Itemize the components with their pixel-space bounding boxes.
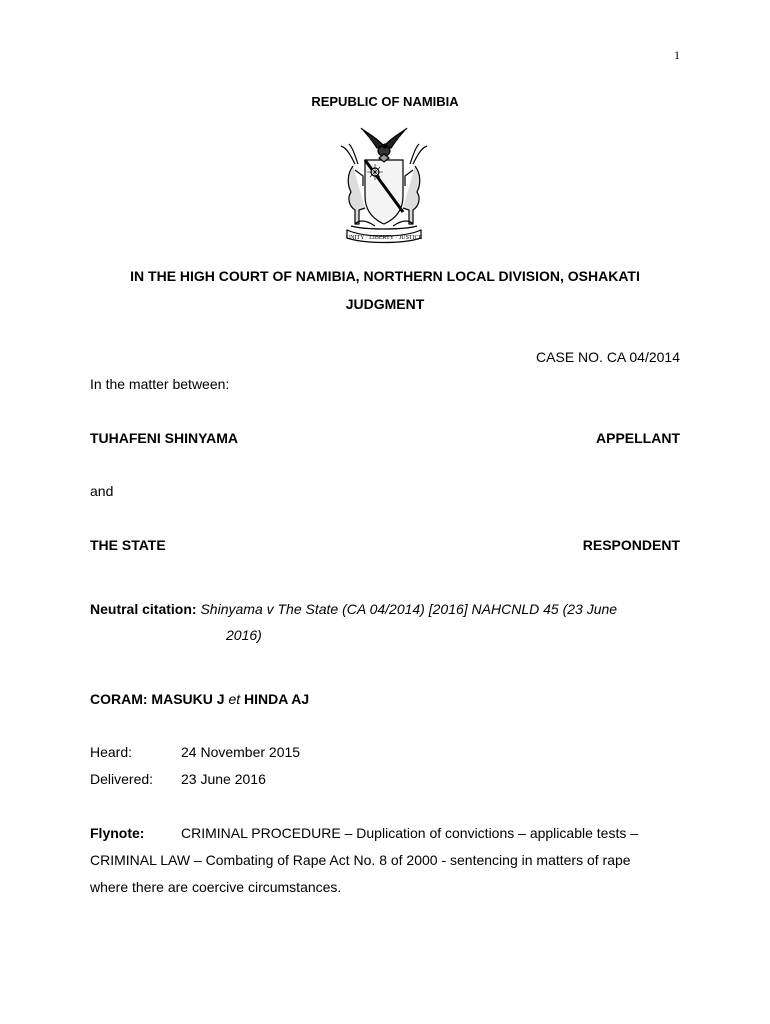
appellant-row	[90, 430, 680, 446]
judgment-heading: JUDGMENT	[345, 296, 425, 312]
case-number: CASE NO. CA 04/2014	[536, 349, 680, 365]
coram-et: et	[228, 691, 241, 707]
coram-label: CORAM: MASUKU J	[90, 691, 225, 707]
and-text: and	[90, 483, 114, 499]
svg-text:UNITY · LIBERTY · JUSTICE: UNITY · LIBERTY · JUSTICE	[345, 235, 423, 241]
flynote-line3: where there are coercive circumstances.	[90, 879, 342, 895]
country-heading: REPUBLIC OF NAMIBIA	[311, 94, 459, 109]
matter-between: In the matter between:	[90, 376, 230, 392]
page-number: 1	[674, 48, 680, 62]
coat-of-arms-icon	[325, 126, 443, 252]
respondent-role: RESPONDENT	[582, 537, 680, 553]
coram-judge2: HINDA AJ	[244, 691, 310, 707]
citation-line1: Shinyama v The State (CA 04/2014) [2016] NAHCNLD 45 (23 June	[200, 601, 618, 617]
delivered-value: 23 June 2016	[181, 771, 266, 787]
respondent-name: THE STATE	[90, 537, 166, 553]
appellant-name: TUHAFENI SHINYAMA	[90, 430, 239, 446]
respondent-row	[90, 537, 680, 553]
coram	[90, 691, 309, 707]
flynote-line2: CRIMINAL LAW – Combating of Rape Act No. 8 of 2000 - sentencing in matters of rape	[90, 852, 631, 868]
heard-value: 24 November 2015	[181, 744, 301, 760]
delivered-label: Delivered:	[90, 771, 154, 787]
heard-label: Heard:	[90, 744, 133, 760]
appellant-role: APPELLANT	[596, 430, 680, 446]
flynote-label: Flynote:	[90, 825, 145, 841]
citation-line2: 2016)	[226, 627, 262, 643]
flynote-line1: CRIMINAL PROCEDURE – Duplication of convictions – applicable tests –	[181, 825, 639, 841]
citation-label: Neutral citation:	[90, 601, 197, 617]
court-heading: IN THE HIGH COURT OF NAMIBIA, NORTHERN LOCAL DIVISION, OSHAKATI	[130, 268, 640, 284]
neutral-citation	[90, 601, 617, 617]
